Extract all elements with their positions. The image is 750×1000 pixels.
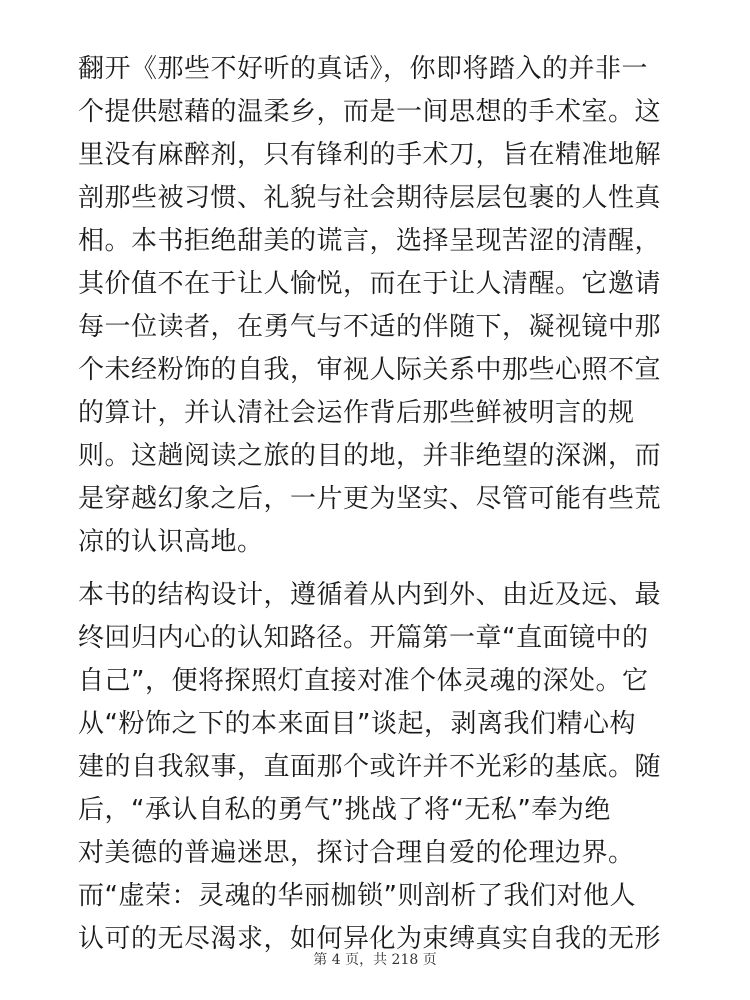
text-line: 凉的认识高地。	[78, 527, 264, 557]
text-line: 剖那些被习惯、礼貌与社会期待层层包裹的人性真	[78, 183, 662, 213]
text-line: 终回归内心的认知路径。开篇第一章“直面镜中的	[78, 623, 649, 653]
text-line: 从“粉饰之下的本来面目”谈起，剥离我们精心构	[78, 709, 636, 739]
text-line: 相。本书拒绝甜美的谎言，选择呈现苦涩的清醒，	[78, 226, 662, 256]
text-line: 个提供慰藉的温柔乡，而是一间思想的手术室。这	[78, 97, 662, 127]
page-number-footer: 第 4 页，共 218 页	[313, 952, 437, 968]
text-line: 自己”，便将探照灯直接对准个体灵魂的深处。它	[78, 666, 649, 696]
text-line: 则。这趟阅读之旅的目的地，并非绝望的深渊，而	[78, 441, 662, 471]
text-line: 认可的无尽渴求，如何异化为束缚真实自我的无形	[78, 924, 662, 954]
text-line: 个未经粉饰的自我，审视人际关系中那些心照不宣	[78, 355, 662, 385]
text-line: 是穿越幻象之后，一片更为坚实、尽管可能有些荒	[78, 484, 662, 514]
text-line: 翻开《那些不好听的真话》，你即将踏入的并非一	[78, 54, 649, 84]
text-line: 对美德的普遍迷思，探讨合理自爱的伦理边界。	[78, 838, 635, 868]
text-line: 建的自我叙事，直面那个或许并不光彩的基底。随	[78, 752, 662, 782]
text-line: 本书的结构设计，遵循着从内到外、由近及远、最	[78, 580, 662, 610]
text-line: 其价值不在于让人愉悦，而在于让人清醒。它邀请	[78, 269, 662, 299]
text-line: 每一位读者，在勇气与不适的伴随下，凝视镜中那	[78, 312, 662, 342]
text-line: 里没有麻醉剂，只有锋利的手术刀，旨在精准地解	[78, 140, 662, 170]
text-line: 的算计，并认清社会运作背后那些鲜被明言的规	[78, 398, 635, 428]
text-line: 而“虚荣：灵魂的华丽枷锁”则剖析了我们对他人	[78, 881, 636, 911]
text-line: 后，“承认自私的勇气”挑战了将“无私”奉为绝	[78, 795, 611, 825]
